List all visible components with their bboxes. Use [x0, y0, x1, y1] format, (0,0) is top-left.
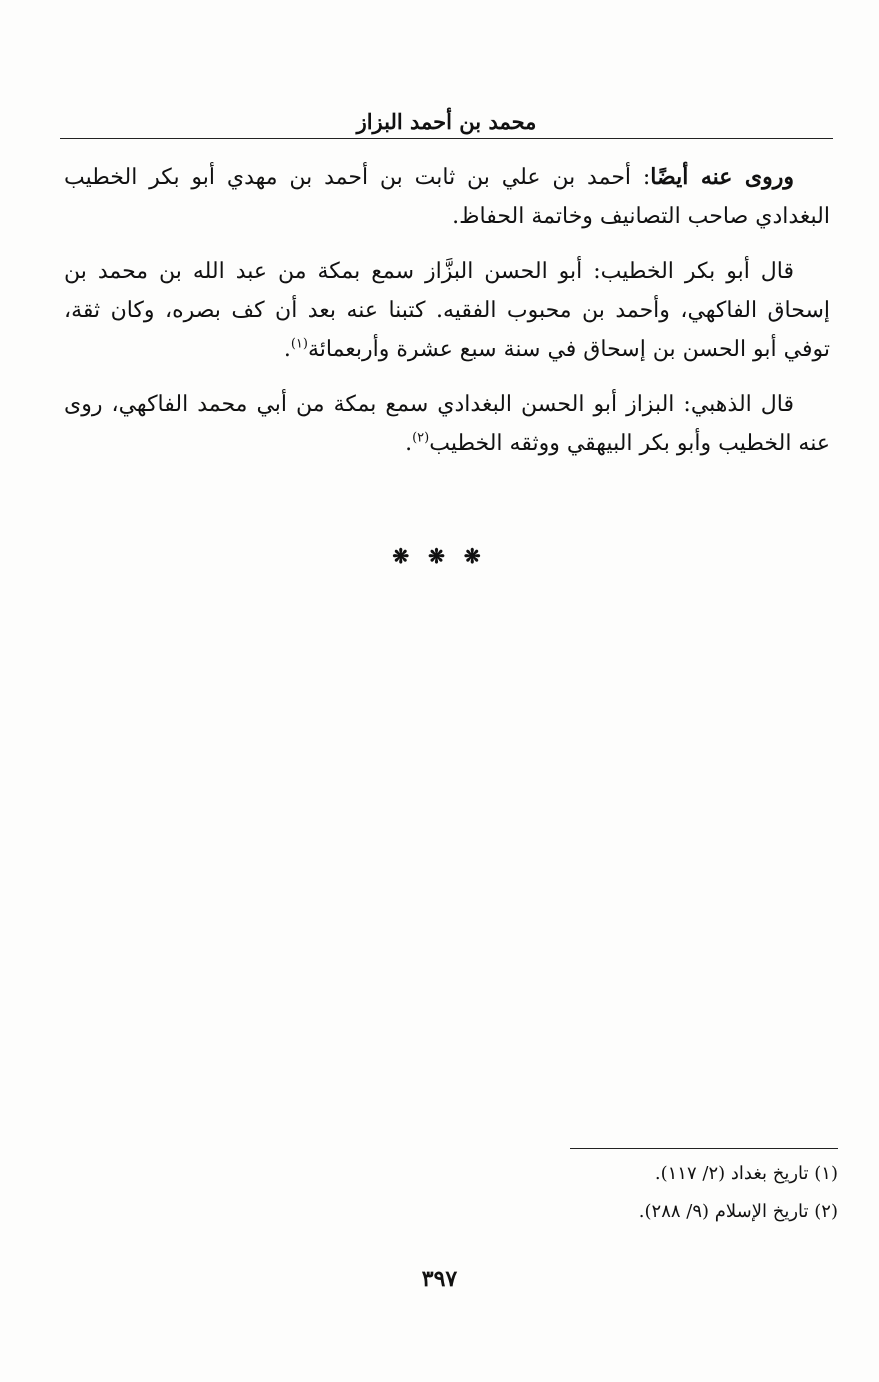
section-separator-asterisks: ❋ ❋ ❋: [392, 544, 487, 568]
footnote-rule: [570, 1148, 838, 1149]
paragraph-end: .: [283, 337, 291, 362]
paragraph-3: [64, 385, 830, 463]
footnote-ref-2[interactable]: (٢): [412, 430, 430, 446]
running-header: محمد بن أحمد البزاز: [356, 109, 537, 134]
paragraph-text: : أحمد بن علي بن ثابت بن أحمد بن مهدي أبو بكر الخطيب البغدادي صاحب التصانيف وخاتمة الحفاظ.: [64, 165, 830, 229]
footnote-2: (٢) تاريخ الإسلام (٩/ ٢٨٨).: [638, 1201, 838, 1222]
footnote-1: (١) تاريخ بغداد (٢/ ١١٧).: [654, 1163, 838, 1184]
body-text: [64, 158, 830, 479]
paragraph-text: قال الذهبي: البزاز أبو الحسن البغدادي سمع بمكة من أبي محمد الفاكهي، روى عنه الخطيب وأبو بكر البيهقي ووثقه الخطيب: [64, 392, 830, 456]
header-rule: [60, 138, 833, 139]
footnote-ref-1[interactable]: (١): [290, 336, 308, 352]
page-number: ٣٩٧: [421, 1266, 458, 1292]
paragraph-lead: وروى عنه أيضًا: [650, 164, 794, 190]
paragraph-2: [64, 252, 830, 369]
footnotes: [300, 1158, 838, 1234]
paragraph-end: .: [405, 431, 413, 456]
paragraph-text: قال أبو بكر الخطيب: أبو الحسن البزَّاز سمع بمكة من عبد الله بن محمد بن إسحاق الفاكهي، وأحمد بن محبوب الفقيه. كتبنا عنه بعد أن كف بصره، وكان ثقة، توفي أبو الحسن بن إسحاق في سنة سبع عشرة وأربعمائة: [64, 259, 830, 362]
paragraph-1: [64, 158, 830, 236]
